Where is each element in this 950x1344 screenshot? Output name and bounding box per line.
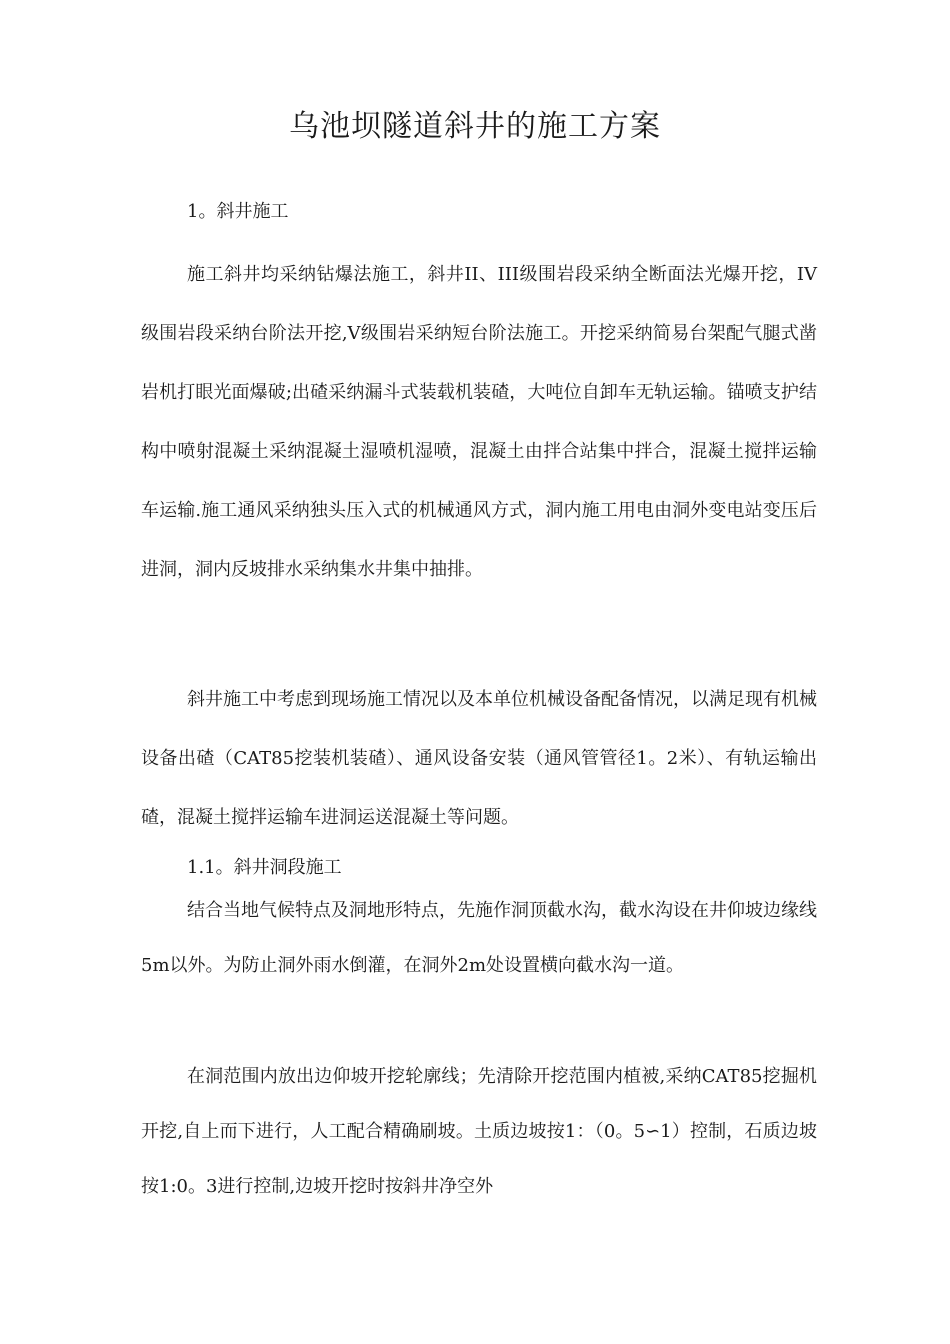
paragraph-slope-excavation: 在洞范围内放出边仰坡开挖轮廓线；先清除开挖范围内植被,采纳CAT85挖掘机开挖,自上而下进行，人工配合精确刷坡。土质边坡按1：（0。5∽1）控制，石质边坡按1:0。3进行控制,边坡开挖时按斜井净空外 [141,1066,817,1197]
document-title: 乌池坝隧道斜井的施工方案 [289,109,661,144]
section-heading-1-1: 1.1。斜井洞段施工 [187,857,342,878]
paragraph-equipment-considerations: 斜井施工中考虑到现场施工情况以及本单位机械设备配备情况，以满足现有机械设备出碴（CAT85挖装机装碴）、通风设备安装（通风管管径1。2米）、有轨运输出碴，混凝土搅拌运输车进洞运送混凝土等问题。 [141,689,817,828]
paragraph-drainage-ditch: 结合当地气候特点及洞地形特点，先施作洞顶截水沟，截水沟设在井仰坡边缘线5m以外。为防止洞外雨水倒灌，在洞外2m处设置横向截水沟一道。 [141,900,817,976]
section-heading-1: 1。斜井施工 [187,201,289,222]
paragraph-construction-methods: 施工斜井均采纳钻爆法施工，斜井II、III级围岩段采纳全断面法光爆开挖，IV级围岩段采纳台阶法开挖,V级围岩采纳短台阶法施工。开挖采纳简易台架配气腿式凿岩机打眼光面爆破;出碴采纳漏斗式装载机装碴，大吨位自卸车无轨运输。锚喷支护结构中喷射混凝土采纳混凝土湿喷机湿喷，混凝土由拌合站集中拌合，混凝土搅拌运输车运输.施工通风采纳独头压入式的机械通风方式，洞内施工用电由洞外变电站变压后进洞，洞内反坡排水采纳集水井集中抽排。 [141,264,817,580]
